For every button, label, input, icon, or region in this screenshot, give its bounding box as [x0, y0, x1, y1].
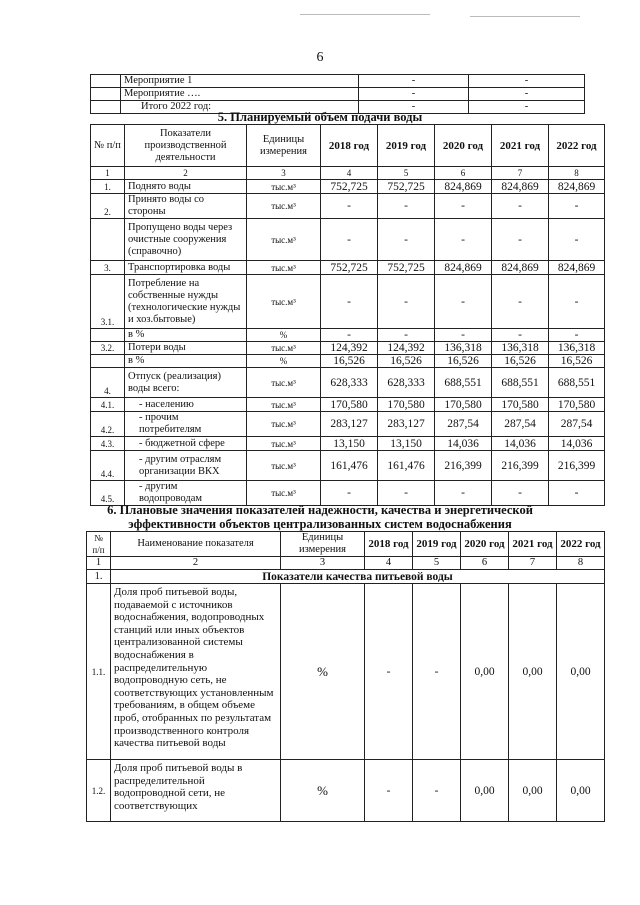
cell-value: 824,869	[435, 261, 492, 275]
cell-value: 16,526	[321, 355, 378, 368]
row-unit: тыс.м³	[247, 342, 321, 355]
table-header-row	[87, 532, 605, 557]
cell-value: -	[469, 101, 585, 114]
header-year: 2018 год	[321, 125, 378, 167]
header-year: 2021 год	[492, 125, 549, 167]
row-unit: %	[247, 329, 321, 342]
cell-value: -	[435, 481, 492, 506]
table-row	[91, 437, 605, 451]
cell-value: -	[378, 329, 435, 342]
cell-value: -	[435, 329, 492, 342]
row-label: Потребление на собственные нужды (технологические нужды и хоз.бытовые)	[125, 275, 247, 329]
row-unit: тыс.м³	[247, 412, 321, 437]
row-number: 1.1.	[87, 584, 111, 760]
cell-value: -	[469, 75, 585, 88]
cell-value: 752,725	[378, 261, 435, 275]
top-table	[90, 74, 585, 114]
cell-value: 0,00	[509, 760, 557, 822]
cell-value: 14,036	[492, 437, 549, 451]
table-row	[91, 194, 605, 219]
row-label: - населению	[125, 398, 247, 412]
cell-value: 0,00	[557, 584, 605, 760]
row-label: Пропущено воды через очистные сооружения (справочно)	[125, 219, 247, 261]
row-number: 1.	[91, 180, 125, 194]
section5-table	[90, 124, 605, 506]
row-unit: тыс.м³	[247, 437, 321, 451]
scan-artifact-line	[470, 16, 580, 17]
cell-value: -	[378, 219, 435, 261]
table-row	[91, 329, 605, 342]
cell-value: 170,580	[435, 398, 492, 412]
header-year: 2020 год	[461, 532, 509, 557]
cell-value: 752,725	[321, 180, 378, 194]
section5-body	[91, 180, 605, 506]
cell-value: -	[378, 194, 435, 219]
cell-value: -	[365, 760, 413, 822]
row-unit: тыс.м³	[247, 275, 321, 329]
cell-value: -	[321, 275, 378, 329]
cell-value: 287,54	[549, 412, 605, 437]
cell-value: -	[365, 584, 413, 760]
scan-artifact-line	[300, 14, 430, 15]
header-year: 2020 год	[435, 125, 492, 167]
cell-value: 13,150	[321, 437, 378, 451]
row-unit: %	[281, 760, 365, 822]
col-number: 8	[557, 557, 605, 570]
cell-value: 824,869	[492, 261, 549, 275]
cell-value: -	[549, 481, 605, 506]
row-label: Поднято воды	[125, 180, 247, 194]
column-numbers-row	[87, 557, 605, 570]
row-number: 4.4.	[91, 451, 125, 481]
header-year: 2019 год	[413, 532, 461, 557]
row-number: 2.	[91, 194, 125, 219]
table-row	[87, 584, 605, 760]
row-label: - прочим потребителям	[125, 412, 247, 437]
row-unit: тыс.м³	[247, 451, 321, 481]
row-label: Принято воды со стороны	[125, 194, 247, 219]
cell-value: 170,580	[549, 398, 605, 412]
row-number: 4.2.	[91, 412, 125, 437]
row-label: Потери воды	[125, 342, 247, 355]
col-number: 8	[549, 167, 605, 180]
cell-value: -	[549, 275, 605, 329]
row-unit: тыс.м³	[247, 219, 321, 261]
page-number: 6	[316, 50, 324, 65]
row-label: - другим отраслям организации ВКХ	[125, 451, 247, 481]
col-number: 1	[87, 557, 111, 570]
cell-value: 287,54	[435, 412, 492, 437]
col-number: 3	[247, 167, 321, 180]
row-unit: %	[247, 355, 321, 368]
table-row	[91, 75, 585, 88]
cell-value: -	[549, 219, 605, 261]
cell-value: 16,526	[549, 355, 605, 368]
row-label: Мероприятие ….	[121, 88, 359, 101]
cell-value: -	[321, 481, 378, 506]
cell-value: 688,551	[492, 368, 549, 398]
cell-value: -	[413, 584, 461, 760]
cell-value: 216,399	[435, 451, 492, 481]
table-row	[91, 275, 605, 329]
group-row	[87, 570, 605, 584]
row-label: в %	[125, 355, 247, 368]
cell-value: -	[378, 275, 435, 329]
header-unit: Единицы измерения	[281, 532, 365, 557]
table-row	[91, 368, 605, 398]
cell-value: 0,00	[557, 760, 605, 822]
group-label: Показатели качества питьевой воды	[111, 570, 605, 584]
row-unit: тыс.м³	[247, 180, 321, 194]
cell-value: 16,526	[492, 355, 549, 368]
cell-value: 124,392	[321, 342, 378, 355]
cell-value: 628,333	[321, 368, 378, 398]
cell-value: -	[359, 101, 469, 114]
table-row	[91, 481, 605, 506]
header-year: 2018 год	[365, 532, 413, 557]
cell-value: -	[492, 329, 549, 342]
row-number	[91, 329, 125, 342]
col-number: 6	[435, 167, 492, 180]
table-row	[91, 88, 585, 101]
cell-value: 13,150	[378, 437, 435, 451]
cell-value: 283,127	[378, 412, 435, 437]
cell-value: 170,580	[378, 398, 435, 412]
col-number: 2	[125, 167, 247, 180]
col-number: 3	[281, 557, 365, 570]
cell-value: 170,580	[492, 398, 549, 412]
row-label: Транспортировка воды	[125, 261, 247, 275]
cell-value: 688,551	[435, 368, 492, 398]
cell-value: -	[359, 88, 469, 101]
col-number: 7	[509, 557, 557, 570]
row-number: 4.3.	[91, 437, 125, 451]
col-number: 1	[91, 167, 125, 180]
cell-value: -	[492, 194, 549, 219]
table-row	[91, 342, 605, 355]
row-unit: тыс.м³	[247, 261, 321, 275]
cell-value: 136,318	[435, 342, 492, 355]
cell-value: -	[321, 219, 378, 261]
row-label: Итого 2022 год:	[121, 101, 359, 114]
cell-value: 0,00	[461, 584, 509, 760]
row-number: 1.2.	[87, 760, 111, 822]
col-number: 2	[111, 557, 281, 570]
cell-value: 752,725	[321, 261, 378, 275]
col-number: 5	[378, 167, 435, 180]
header-num: № п/п	[91, 125, 125, 167]
col-number: 5	[413, 557, 461, 570]
cell-value: 688,551	[549, 368, 605, 398]
table-row	[91, 219, 605, 261]
row-label: Отпуск (реализация) воды всего:	[125, 368, 247, 398]
cell-value: 16,526	[378, 355, 435, 368]
header-unit: Единицы измерения	[247, 125, 321, 167]
section5-title: 5. Планируемый объем подачи воды	[217, 110, 423, 124]
row-number: 4.5.	[91, 481, 125, 506]
row-label: Мероприятие 1	[121, 75, 359, 88]
cell-value: 824,869	[549, 180, 605, 194]
row-unit: тыс.м³	[247, 481, 321, 506]
cell-value: 124,392	[378, 342, 435, 355]
cell-value: -	[549, 329, 605, 342]
cell-value: -	[435, 194, 492, 219]
table-row	[87, 760, 605, 822]
section6-title-line1: 6. Плановые значения показателей надежности, качества и энергетической	[107, 503, 533, 517]
row-unit: %	[281, 584, 365, 760]
section6-title-line2: эффективности объектов централизованных систем водоснабжения	[128, 517, 512, 531]
col-number: 7	[492, 167, 549, 180]
cell-value: -	[469, 88, 585, 101]
header-year: 2022 год	[557, 532, 605, 557]
table-row	[91, 412, 605, 437]
section6-table	[86, 531, 605, 822]
table-header-row	[91, 125, 605, 167]
cell-value: 287,54	[492, 412, 549, 437]
group-num: 1.	[87, 570, 111, 584]
header-indicator: Показатели производственной деятельности	[125, 125, 247, 167]
cell-value: -	[549, 194, 605, 219]
cell-value: -	[435, 219, 492, 261]
cell-value: 136,318	[492, 342, 549, 355]
table-row	[91, 398, 605, 412]
row-unit: тыс.м³	[247, 398, 321, 412]
row-number: 3.2.	[91, 342, 125, 355]
row-label: в %	[125, 329, 247, 342]
table-row	[91, 451, 605, 481]
row-label: Доля проб питьевой воды, подаваемой с источников водоснабжения, водопроводных станций или иных объектов централизованной системы водоснабжения в распределительную водопроводную сеть, не соответствующих установленным требованиям, в общем объеме проб, отобранных по результатам производственного контроля качества питьевой воды	[111, 584, 281, 760]
cell-value: -	[321, 329, 378, 342]
cell-value: -	[492, 275, 549, 329]
cell-value: 161,476	[378, 451, 435, 481]
cell-value: 752,725	[378, 180, 435, 194]
table-row	[91, 355, 605, 368]
table-row	[91, 180, 605, 194]
row-label: - бюджетной сфере	[125, 437, 247, 451]
cell-value: -	[378, 481, 435, 506]
header-year: 2019 год	[378, 125, 435, 167]
row-number	[91, 355, 125, 368]
cell-value: -	[492, 481, 549, 506]
row-number: 4.1.	[91, 398, 125, 412]
cell-value: -	[435, 275, 492, 329]
header-year: 2021 год	[509, 532, 557, 557]
cell-value: -	[321, 194, 378, 219]
cell-value: 14,036	[435, 437, 492, 451]
cell-value: 216,399	[549, 451, 605, 481]
cell-value: 628,333	[378, 368, 435, 398]
header-num: № п/п	[87, 532, 111, 557]
cell-value: 161,476	[321, 451, 378, 481]
row-number: 3.1.	[91, 275, 125, 329]
table-row	[91, 261, 605, 275]
cell-value: 216,399	[492, 451, 549, 481]
col-number: 4	[321, 167, 378, 180]
row-unit: тыс.м³	[247, 194, 321, 219]
section6-body	[87, 584, 605, 822]
cell-value: -	[492, 219, 549, 261]
row-number: 3.	[91, 261, 125, 275]
col-number: 4	[365, 557, 413, 570]
col-number: 6	[461, 557, 509, 570]
cell-value: 14,036	[549, 437, 605, 451]
cell-value: 136,318	[549, 342, 605, 355]
cell-value: -	[413, 760, 461, 822]
cell-value: -	[359, 75, 469, 88]
cell-value: 170,580	[321, 398, 378, 412]
cell-value: 824,869	[435, 180, 492, 194]
cell-value: 824,869	[549, 261, 605, 275]
row-label: - другим водопроводам	[125, 481, 247, 506]
row-number	[91, 219, 125, 261]
column-numbers-row	[91, 167, 605, 180]
row-label: Доля проб питьевой воды в распределительной водопроводной сети, не соответствующих	[111, 760, 281, 822]
cell-value: 283,127	[321, 412, 378, 437]
header-indicator: Наименование показателя	[111, 532, 281, 557]
cell-value: 0,00	[509, 584, 557, 760]
cell-value: 824,869	[492, 180, 549, 194]
row-number: 4.	[91, 368, 125, 398]
header-year: 2022 год	[549, 125, 605, 167]
row-unit: тыс.м³	[247, 368, 321, 398]
cell-value: 16,526	[435, 355, 492, 368]
cell-value: 0,00	[461, 760, 509, 822]
